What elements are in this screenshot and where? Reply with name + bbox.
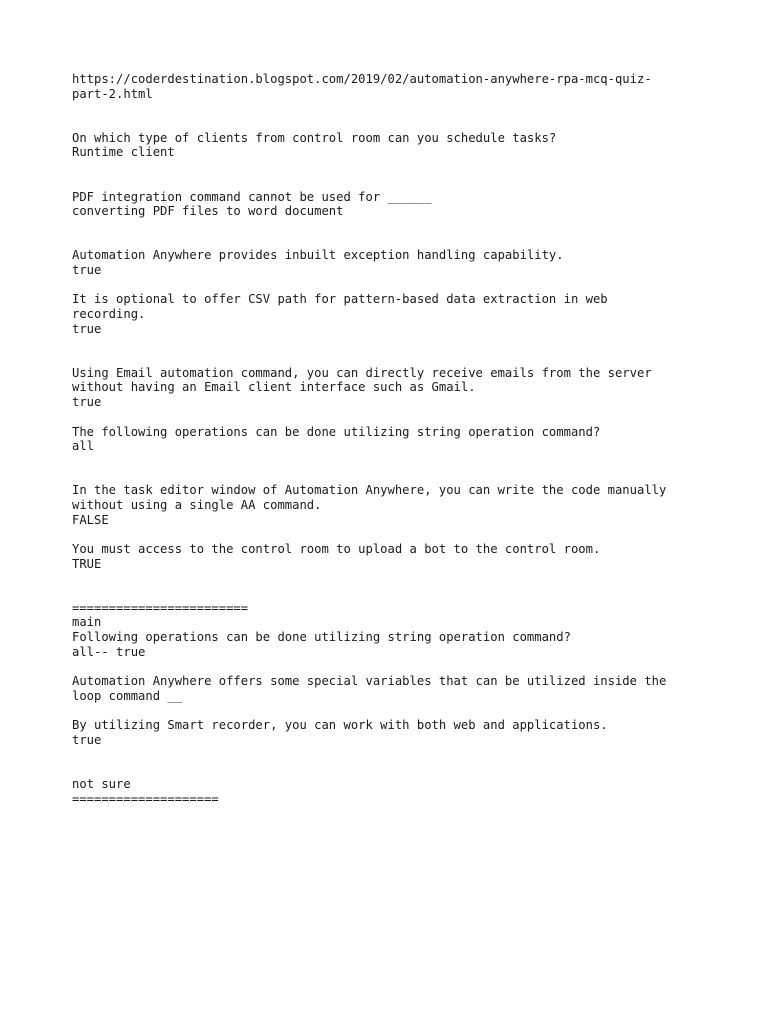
blank-line (72, 748, 712, 763)
text-line: true (72, 732, 102, 747)
blank-line (72, 586, 712, 601)
blank-line (72, 762, 712, 777)
text-line: ======================== (72, 600, 249, 615)
text-line: The following operations can be done utilizing string operation command? (72, 424, 601, 439)
text-line: By utilizing Smart recorder, you can work with both web and applications. (72, 718, 608, 733)
text-line: On which type of clients from control room can you schedule tasks? (72, 130, 557, 145)
text-line: not sure (72, 777, 131, 791)
text-line: Following operations can be done utilizing string operation command? (72, 630, 571, 645)
blank-line (72, 571, 712, 586)
blank-line (72, 410, 712, 425)
text-line: FALSE (72, 512, 109, 527)
document-page (72, 72, 712, 806)
text-line: all-- true (72, 644, 146, 659)
text-line: TRUE (72, 556, 102, 571)
text-line: It is optional to offer CSV path for pattern-based data extraction in web (72, 292, 608, 307)
blank-line (72, 704, 712, 719)
blank-line (72, 219, 712, 234)
blank-line (72, 175, 712, 190)
blank-line (72, 454, 712, 469)
blank-line (72, 234, 712, 249)
text-line: without using a single AA command. (72, 497, 322, 512)
text-line: ==================== (72, 791, 219, 806)
text-line: In the task editor window of Automation Anywhere, you can write the code manually (72, 483, 667, 498)
text-line: all (72, 439, 95, 454)
blank-line (72, 469, 712, 484)
blank-line (72, 336, 712, 351)
text-line: true (72, 395, 102, 410)
text-line: main (72, 615, 102, 630)
text-line: PDF integration command cannot be used for ______ (72, 189, 432, 204)
blank-line (72, 116, 712, 131)
blank-line (72, 160, 712, 175)
blank-line (72, 351, 712, 366)
text-line: true (72, 262, 102, 277)
text-line: Automation Anywhere offers some special variables that can be utilized inside the (72, 674, 667, 689)
text-line: Runtime client (72, 145, 175, 160)
blank-line (72, 660, 712, 675)
text-line: converting PDF files to word document (72, 204, 344, 219)
blank-line (72, 527, 712, 542)
text-line: without having an Email client interface such as Gmail. (72, 380, 476, 395)
text-line: recording. (72, 307, 146, 321)
text-line: true (72, 321, 102, 336)
source-url-line: https://coderdestination.blogspot.com/2019/02/automation-anywhere-rpa-mcq-quiz- (72, 72, 652, 86)
text-line: Automation Anywhere provides inbuilt exception handling capability. (72, 248, 564, 263)
text-line: You must access to the control room to upload a bot to the control room. (72, 542, 601, 556)
blank-line (72, 278, 712, 293)
text-line: loop command __ (72, 688, 183, 703)
blank-line (72, 101, 712, 116)
text-line: Using Email automation command, you can directly receive emails from the server (72, 365, 652, 380)
source-url-line: part-2.html (72, 86, 153, 101)
